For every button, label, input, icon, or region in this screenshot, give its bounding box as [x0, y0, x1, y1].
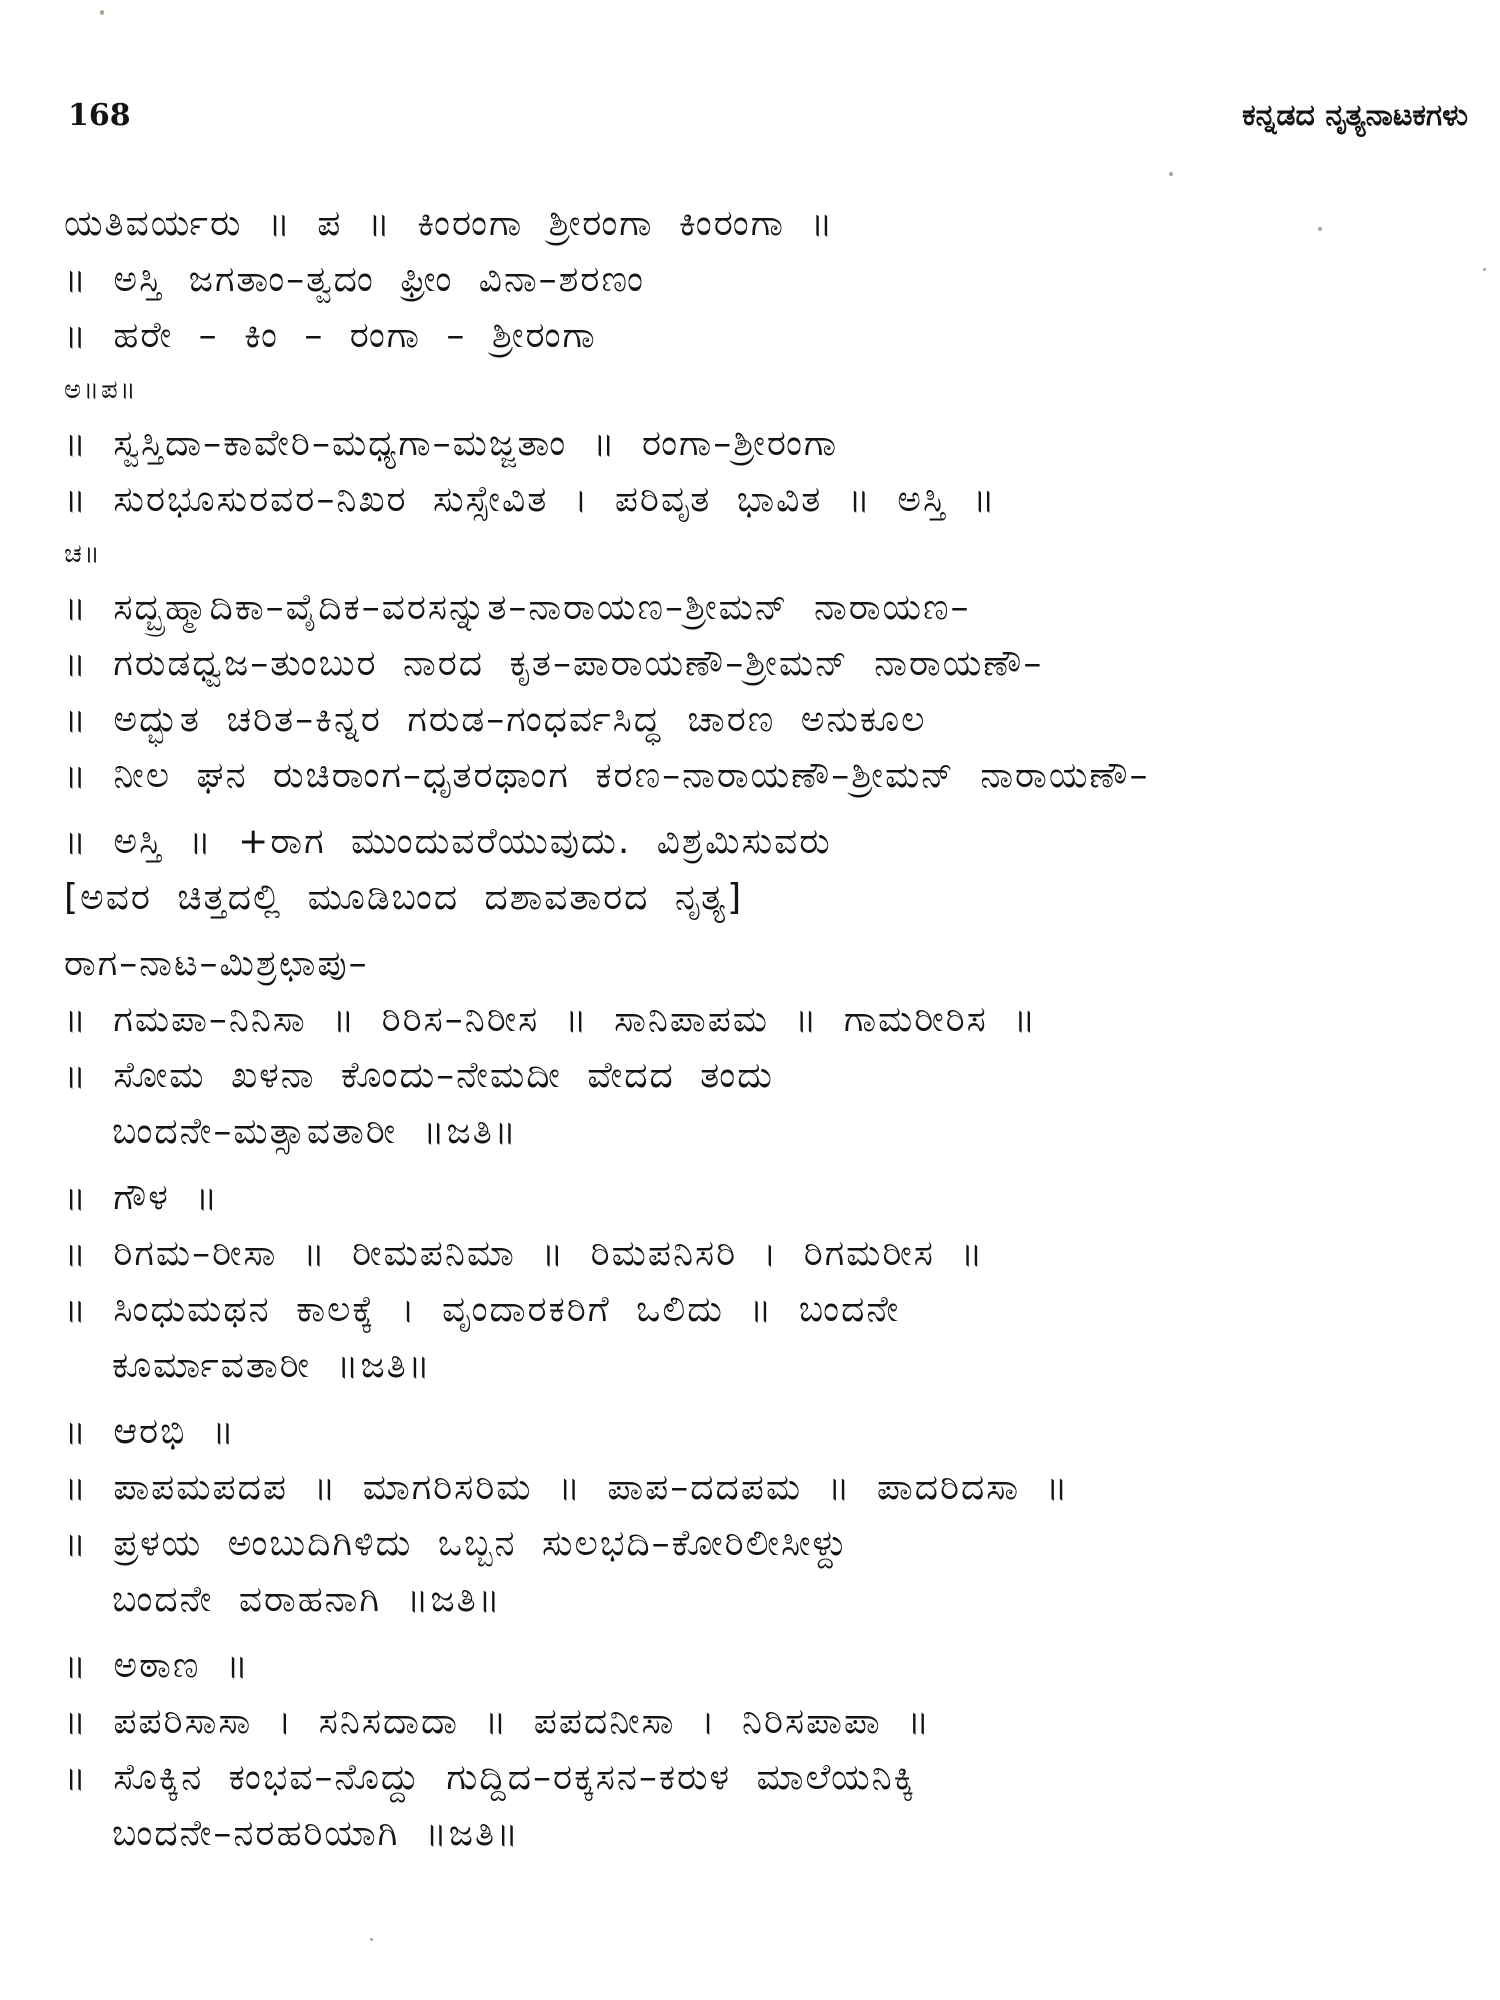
raga-heading: ॥ ಆರಭಿ ॥ — [64, 1411, 236, 1452]
swara-line: ॥ ಗಮಪಾ–ನಿನಿಸಾ ॥ ರಿರಿಸ–ನಿರೀಸ ॥ ಸಾನಿಪಾಪಮ ॥ ಗಾಮರೀರಿಸ ॥ — [64, 999, 1038, 1040]
text-line: ಕೂರ್ಮಾವತಾರೀ ॥ಜತಿ॥ — [112, 1345, 432, 1386]
text-line: ॥ ಸೋಮ ಖಳನಾ ಕೊಂದು–ನೇಮದೀ ವೇದದ ತಂದು — [64, 1055, 774, 1096]
text-line: ॥ ಸುರಭೂಸುರವರ–ನಿಖರ ಸುಸ್ಸೇವಿತ । ಪರಿವೃತ ಭಾವಿತ ॥ ಅಸ್ತಿ ॥ — [64, 479, 997, 520]
print-speck — [1483, 268, 1486, 271]
swara-line: ॥ ರಿಗಮ–ರೀಸಾ ॥ ರೀಮಪನಿಮಾ ॥ ರಿಮಪನಿಸರಿ । ರಿಗಮರೀಸ ॥ — [64, 1233, 985, 1274]
text-line: ॥ ಹರೇ – ಕಿಂ – ರಂಗಾ – ಶ್ರೀರಂಗಾ — [64, 315, 597, 356]
text-line: ಯತಿವರ್ಯರು ॥ ಪ ॥ ಕಿಂರಂಗಾ ಶ್ರೀರಂಗಾ ಕಿಂರಂಗಾ ॥ — [64, 203, 835, 244]
section-label: ಅ॥ಪ॥ — [64, 375, 138, 405]
print-speck — [100, 10, 104, 15]
text-line: ॥ ಅಸ್ತಿ ॥ +ರಾಗ ಮುಂದುವರೆಯುವುದು. ವಿಶ್ರಮಿಸುವರು — [64, 821, 832, 862]
text-line: ॥ ಸ್ವಸ್ತಿದಾ–ಕಾವೇರಿ–ಮಧ್ಯಗಾ–ಮಜ್ಜತಾಂ ॥ ರಂಗಾ–ಶ್ರೀರಂಗಾ — [64, 423, 839, 464]
print-speck — [1169, 172, 1173, 176]
running-title: ಕನ್ನಡದ ನೃತ್ಯನಾಟಕಗಳು — [1242, 98, 1468, 133]
text-line: ಬಂದನೇ ವರಾಹನಾಗಿ ॥ಜತಿ॥ — [112, 1579, 502, 1620]
section-label: ಚ॥ — [64, 539, 102, 569]
text-line: ॥ ಸದ್ಬ್ರಹ್ಮಾದಿಕಾ–ವೈದಿಕ–ವರಸನ್ನುತ–ನಾರಾಯಣ–ಶ್ರೀಮನ್ ನಾರಾಯಣ– — [64, 587, 971, 628]
raga-heading: ॥ ಅಠಾಣ ॥ — [64, 1645, 250, 1686]
text-line: [ಅವರ ಚಿತ್ತದಲ್ಲಿ ಮೂಡಿಬಂದ ದಶಾವತಾರದ ನೃತ್ಯ] — [64, 877, 744, 918]
text-line: ॥ ಗರುಡಧ್ವಜ–ತುಂಬುರ ನಾರದ ಕೃತ–ಪಾರಾಯಣೌ–ಶ್ರೀಮನ್ ನಾರಾಯಣೌ– — [64, 643, 1044, 684]
page-number: 168 — [68, 98, 131, 133]
text-line: ಬಂದನೇ–ಮತ್ಸಾವತಾರೀ ॥ಜತಿ॥ — [112, 1111, 518, 1152]
print-speck — [1318, 227, 1322, 231]
text-line: ॥ ಸಿಂಧುಮಥನ ಕಾಲಕ್ಕೆ । ವೃಂದಾರಕರಿಗೆ ಒಲಿದು ॥ ಬಂದನೇ — [64, 1289, 901, 1330]
text-line: ॥ ಪ್ರಳಯ ಅಂಬುದಿಗಿಳಿದು ಒಬ್ಬನ ಸುಲಭದಿ–ಕೋರಿಲೀಸೀಳ್ದು — [64, 1523, 849, 1564]
text-line: ॥ ಅದ್ಭುತ ಚರಿತ–ಕಿನ್ನರ ಗರುಡ–ಗಂಧರ್ವಸಿದ್ಧ ಚಾರಣ ಅನುಕೂಲ — [64, 699, 927, 740]
raga-heading: ರಾಗ–ನಾಟ–ಮಿಶ್ರಛಾಪು– — [64, 943, 369, 984]
raga-heading: ॥ ಗೌಳ ॥ — [64, 1177, 220, 1218]
text-line: ಬಂದನೇ–ನರಹರಿಯಾಗಿ ॥ಜತಿ॥ — [112, 1813, 521, 1854]
text-line: ॥ ಸೊಕ್ಕಿನ ಕಂಭವ–ನೊದ್ದು ಗುದ್ದಿದ–ರಕ್ಕಸನ–ಕರುಳ ಮಾಲೆಯನಿಕ್ಕಿ — [64, 1757, 916, 1798]
text-line: ॥ ಅಸ್ತಿ ಜಗತಾಂ–ತ್ವದಂ ಫ್ರೀಂ ವಿನಾ–ಶರಣಂ — [64, 259, 645, 300]
swara-line: ॥ ಪಾಪಮಪದಪ ॥ ಮಾಗರಿಸರಿಮ ॥ ಪಾಪ–ದದಪಮ ॥ ಪಾದರಿದಸಾ ॥ — [64, 1467, 1070, 1508]
text-line: ॥ ನೀಲ ಘನ ರುಚಿರಾಂಗ–ಧೃತರಥಾಂಗ ಕರಣ–ನಾರಾಯಣೌ–ಶ್ರೀಮನ್ ನಾರಾಯಣೌ– — [64, 755, 1150, 796]
body-text — [64, 196, 1484, 1862]
print-speck — [370, 1938, 373, 1941]
swara-line: ॥ ಪಪರಿಸಾಸಾ । ಸನಿಸದಾದಾ ॥ ಪಪದನೀಸಾ । ನಿರಿಸಪಾಪಾ ॥ — [64, 1701, 932, 1742]
